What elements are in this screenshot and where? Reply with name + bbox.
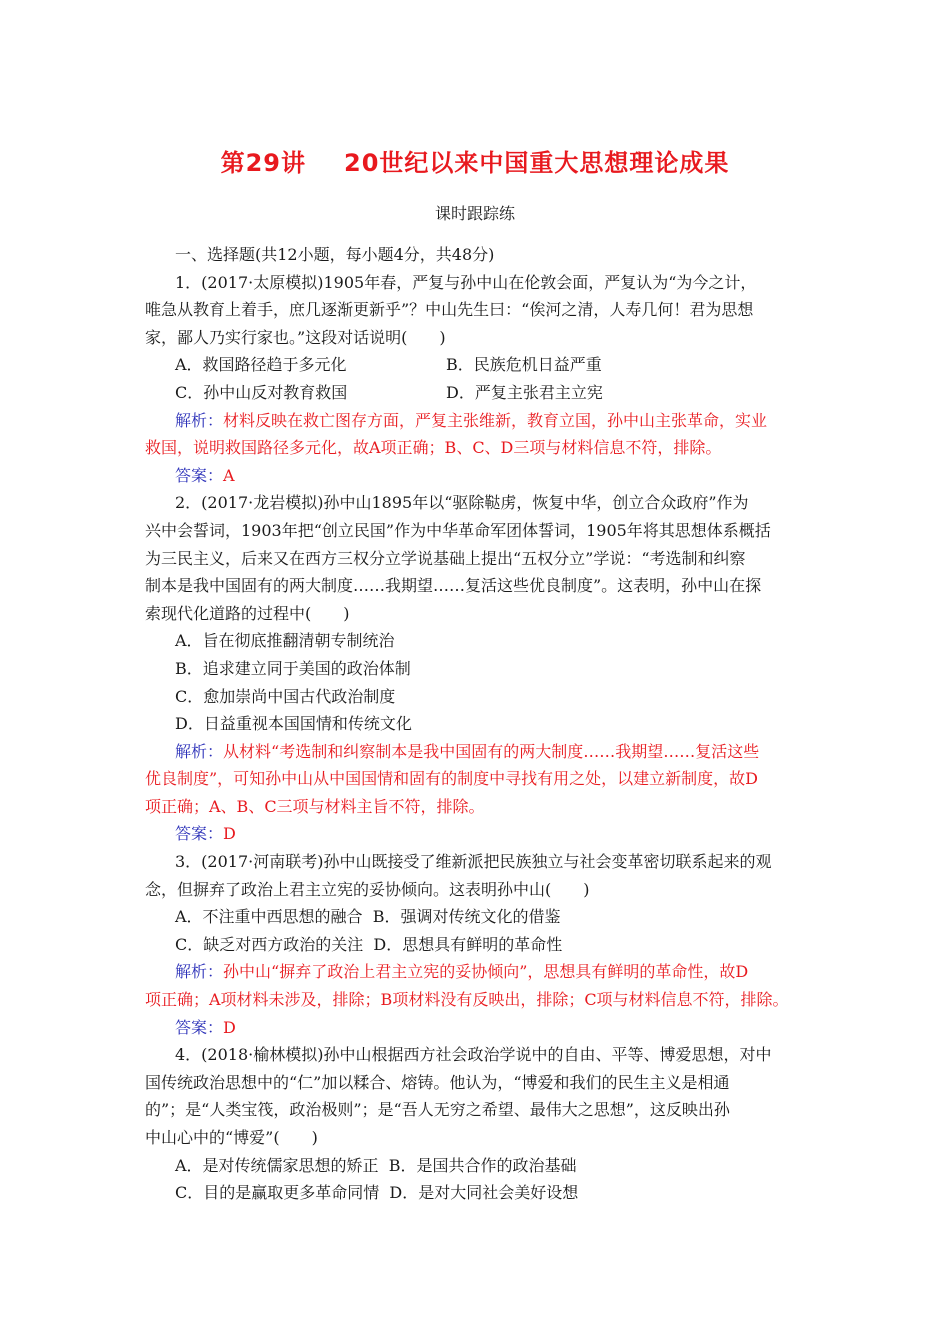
question-stem-line: 索现代化道路的过程中( ) <box>145 603 350 623</box>
answer-label: 答案： <box>175 824 224 844</box>
analysis-text: 材料反映在救亡图存方面，严复主张维新，教育立国，孙中山主张革命，实业 <box>223 410 768 430</box>
option-c: C．目的是赢取更多革命同情 <box>175 1183 380 1203</box>
option-d: D．严复主张君主立宪 <box>446 382 603 402</box>
question-1 <box>145 269 810 490</box>
question-stem-line: 制本是我中国固有的两大制度……我期望……复活这些优良制度”。这表明，孙中山在探 <box>145 576 762 596</box>
answer-value: A <box>223 465 235 485</box>
question-stem-line: 2．(2017·龙岩模拟)孙中山1895年以“驱除鞑虏，恢复中华，创立合众政府”作为 <box>175 493 749 513</box>
question-stem-line: 念，但摒弃了政治上君主立宪的妥协倾向。这表明孙中山( ) <box>145 879 590 899</box>
option-a: A．不注重中西思想的融合 <box>175 907 363 927</box>
answer-label: 答案： <box>175 1017 224 1037</box>
exercise-content <box>145 241 810 1207</box>
option-a: A．旨在彻底推翻清朝专制统治 <box>175 631 395 651</box>
option-row <box>145 351 810 379</box>
option-d: D．思想具有鲜明的革命性 <box>373 934 563 954</box>
option-row <box>145 903 810 931</box>
option-row <box>145 1152 810 1180</box>
option-a: A．救国路径趋于多元化 <box>175 355 347 375</box>
question-stem-line: 为三民主义，后来又在西方三权分立学说基础上提出“五权分立”学说：“考选制和纠察 <box>145 548 746 568</box>
option-b: B．强调对传统文化的借鉴 <box>372 907 561 927</box>
option-c: C．孙中山反对教育救国 <box>175 382 348 402</box>
page-subtitle: 课时跟踪练 <box>434 204 515 223</box>
answer-value: D <box>223 824 236 844</box>
lecture-title: 20世纪以来中国重大思想理论成果 <box>344 149 730 177</box>
option-c: C．缺乏对西方政治的关注 <box>175 934 364 954</box>
analysis-text: 项正确；A、B、C三项与材料主旨不符，排除。 <box>145 796 485 816</box>
option-b: B．追求建立同于美国的政治体制 <box>175 658 411 678</box>
answer-value: D <box>223 1017 236 1037</box>
analysis-text: 救国，说明救国路径多元化，故A项正确；B、C、D三项与材料信息不符，排除。 <box>145 438 722 458</box>
question-stem-line: 家，鄙人乃实行家也。”这段对话说明( ) <box>145 327 446 347</box>
option-d: D．是对大同社会美好设想 <box>389 1183 579 1203</box>
analysis-text: 从材料“考选制和纠察制本是我中国固有的两大制度……我期望……复活这些 <box>223 741 760 761</box>
option-row <box>145 379 810 407</box>
answer-line <box>145 820 810 848</box>
option-row <box>145 931 810 959</box>
analysis-text: 优良制度”，可知孙中山从中国国情和固有的制度中寻找有用之处，以建立新制度，故D <box>145 769 759 789</box>
analysis-line <box>145 738 810 766</box>
option-b: B．是国共合作的政治基础 <box>388 1155 577 1175</box>
question-stem-line: 兴中会誓词，1903年把“创立民国”作为中华革命军团体誓词，1905年将其思想体系概括 <box>145 520 771 540</box>
option-row <box>145 1179 810 1207</box>
page-title <box>0 143 950 178</box>
question-stem-line: 的”；是“人类宝筏，政治极则”；是“吾人无穷之希望、最伟大之思想”，这反映出孙 <box>145 1100 730 1120</box>
lecture-number: 第29讲 <box>220 149 306 177</box>
answer-line <box>145 462 810 490</box>
option-b: B．民族危机日益严重 <box>446 355 602 375</box>
question-stem-line: 国传统政治思想中的“仁”加以糅合、熔铸。他认为，“博爱和我们的民生主义是相通 <box>145 1072 730 1092</box>
question-3 <box>145 848 810 1041</box>
question-stem-line: 1．(2017·太原模拟)1905年春，严复与孙中山在伦敦会面，严复认为“为今之计， <box>175 272 757 292</box>
answer-line <box>145 1014 810 1042</box>
analysis-label: 解析： <box>175 962 224 982</box>
section-heading: 一、选择题(共12小题，每小题4分，共48分) <box>175 245 495 264</box>
answer-label: 答案： <box>175 465 224 485</box>
question-stem-line: 4．(2018·榆林模拟)孙中山根据西方社会政治学说中的自由、平等、博爱思想，对中 <box>175 1045 772 1065</box>
question-stem-line: 唯急从教育上着手，庶几逐渐更新乎”？中山先生曰：“俟河之清，人寿几何！君为思想 <box>145 300 754 320</box>
question-4 <box>145 1041 810 1207</box>
analysis-line <box>145 407 810 435</box>
analysis-line <box>145 958 810 986</box>
option-c: C．愈加崇尚中国古代政治制度 <box>175 686 396 706</box>
option-d: D．日益重视本国国情和传统文化 <box>175 714 412 734</box>
analysis-label: 解析： <box>175 410 224 430</box>
analysis-label: 解析： <box>175 741 224 761</box>
analysis-text: 孙中山“摒弃了政治上君主立宪的妥协倾向”，思想具有鲜明的革命性，故D <box>223 962 749 982</box>
question-stem-line: 中山心中的“博爱”( ) <box>145 1128 318 1147</box>
question-stem-line: 3．(2017·河南联考)孙中山既接受了维新派把民族独立与社会变革密切联系起来的观 <box>175 852 772 872</box>
option-a: A．是对传统儒家思想的矫正 <box>175 1155 379 1175</box>
question-2 <box>145 489 810 848</box>
analysis-text: 项正确；A项材料未涉及，排除；B项材料没有反映出，排除；C项与材料信息不符，排除。 <box>145 990 789 1010</box>
